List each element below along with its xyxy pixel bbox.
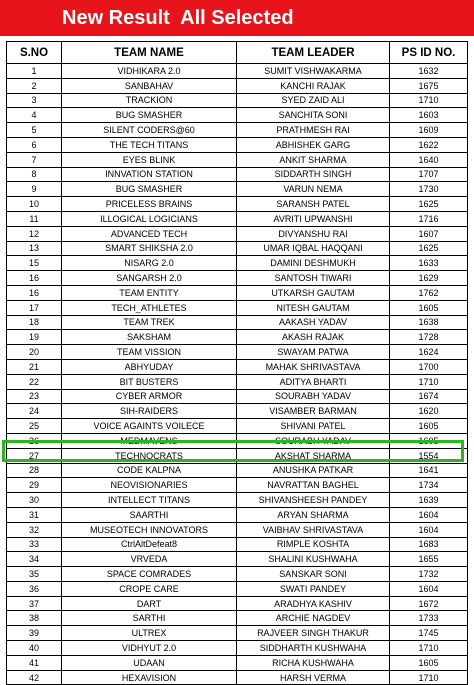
cell-team-leader: RAJVEER SINGH THAKUR bbox=[237, 626, 390, 641]
header-sno: S.NO bbox=[7, 42, 62, 64]
cell-sno: 3 bbox=[7, 93, 62, 108]
cell-team-name: TECH_ATHLETES bbox=[62, 300, 237, 315]
cell-team-leader: AAKASH YADAV bbox=[237, 315, 390, 330]
cell-sno: 38 bbox=[7, 611, 62, 626]
cell-team-leader: SHIVANI PATEL bbox=[237, 419, 390, 434]
table-row bbox=[7, 300, 468, 315]
table-row bbox=[7, 522, 468, 537]
cell-team-leader: NAVRATTAN BAGHEL bbox=[237, 478, 390, 493]
table-header-row bbox=[7, 42, 468, 64]
table-row bbox=[7, 611, 468, 626]
cell-team-name: TRACKION bbox=[62, 93, 237, 108]
cell-ps-id: 1607 bbox=[390, 226, 468, 241]
table-row bbox=[7, 626, 468, 641]
cell-sno: 39 bbox=[7, 626, 62, 641]
cell-ps-id: 1707 bbox=[390, 167, 468, 182]
cell-team-name: TEAM TREK bbox=[62, 315, 237, 330]
table-row bbox=[7, 478, 468, 493]
cell-team-leader: ABHISHEK GARG bbox=[237, 137, 390, 152]
cell-ps-id: 1710 bbox=[390, 374, 468, 389]
table-row bbox=[7, 419, 468, 434]
table-row bbox=[7, 211, 468, 226]
table-row bbox=[7, 345, 468, 360]
cell-team-leader: SANCHITA SONI bbox=[237, 108, 390, 123]
cell-ps-id: 1640 bbox=[390, 152, 468, 167]
cell-sno: 30 bbox=[7, 493, 62, 508]
cell-team-leader: SANSKAR SONI bbox=[237, 567, 390, 582]
table-row bbox=[7, 108, 468, 123]
table-row bbox=[7, 315, 468, 330]
cell-team-name: SIH-RAIDERS bbox=[62, 404, 237, 419]
cell-ps-id: 1604 bbox=[390, 507, 468, 522]
cell-sno: 40 bbox=[7, 641, 62, 656]
table-row bbox=[7, 567, 468, 582]
cell-sno: 2 bbox=[7, 78, 62, 93]
cell-ps-id: 1732 bbox=[390, 567, 468, 582]
page-title: New Result All Selected bbox=[0, 0, 474, 36]
cell-ps-id: 1730 bbox=[390, 182, 468, 197]
cell-team-name: CROPE CARE bbox=[62, 581, 237, 596]
cell-sno: 27 bbox=[7, 448, 62, 463]
cell-sno: 4 bbox=[7, 108, 62, 123]
table-row bbox=[7, 641, 468, 656]
cell-team-name: SPACE COMRADES bbox=[62, 567, 237, 582]
table-row bbox=[7, 581, 468, 596]
table-row bbox=[7, 537, 468, 552]
cell-team-name: TEAM VISSION bbox=[62, 345, 237, 360]
cell-ps-id: 1622 bbox=[390, 137, 468, 152]
table-row bbox=[7, 64, 468, 79]
cell-ps-id: 1605 bbox=[390, 300, 468, 315]
cell-team-name: TEAM ENTITY bbox=[62, 285, 237, 300]
cell-team-name: VIDHIKARA 2.0 bbox=[62, 64, 237, 79]
cell-sno: 24 bbox=[7, 404, 62, 419]
cell-sno: 21 bbox=[7, 359, 62, 374]
cell-team-name: ULTREX bbox=[62, 626, 237, 641]
cell-team-leader: AVRITI UPWANSHI bbox=[237, 211, 390, 226]
cell-team-name: VRVEDA bbox=[62, 552, 237, 567]
cell-team-leader: ARADHYA KASHIV bbox=[237, 596, 390, 611]
cell-ps-id: 1632 bbox=[390, 64, 468, 79]
cell-ps-id: 1728 bbox=[390, 330, 468, 345]
cell-sno: 1 bbox=[7, 64, 62, 79]
cell-team-leader: SHALINI KUSHWAHA bbox=[237, 552, 390, 567]
cell-team-name: VOICE AGAINTS VOILECE bbox=[62, 419, 237, 434]
cell-ps-id: 1700 bbox=[390, 359, 468, 374]
cell-sno: 20 bbox=[7, 345, 62, 360]
cell-ps-id: 1641 bbox=[390, 463, 468, 478]
cell-sno: 15 bbox=[7, 256, 62, 271]
table-row bbox=[7, 463, 468, 478]
results-table bbox=[6, 41, 468, 685]
cell-team-name: THE TECH TITANS bbox=[62, 137, 237, 152]
cell-team-name: INNVATION STATION bbox=[62, 167, 237, 182]
cell-sno: 42 bbox=[7, 670, 62, 685]
cell-sno: 5 bbox=[7, 123, 62, 138]
cell-team-name: MUSEOTECH INNOVATORS bbox=[62, 522, 237, 537]
cell-team-leader: DAMINI DESHMUKH bbox=[237, 256, 390, 271]
table-row bbox=[7, 152, 468, 167]
cell-team-leader: RIMPLE KOSHTA bbox=[237, 537, 390, 552]
cell-team-leader: DIVYANSHU RAI bbox=[237, 226, 390, 241]
cell-team-leader: AKSHAT SHARMA bbox=[237, 448, 390, 463]
table-row bbox=[7, 226, 468, 241]
table-row bbox=[7, 552, 468, 567]
cell-ps-id: 1639 bbox=[390, 493, 468, 508]
cell-team-leader: SWATI PANDEY bbox=[237, 581, 390, 596]
cell-team-name: VIDHYUT 2.0 bbox=[62, 641, 237, 656]
table-row bbox=[7, 448, 468, 463]
cell-sno: 28 bbox=[7, 463, 62, 478]
cell-sno: 7 bbox=[7, 152, 62, 167]
cell-team-leader: MAHAK SHRIVASTAVA bbox=[237, 359, 390, 374]
cell-ps-id: 1605 bbox=[390, 655, 468, 670]
cell-ps-id: 1554 bbox=[390, 448, 468, 463]
cell-team-leader: ANKIT SHARMA bbox=[237, 152, 390, 167]
cell-ps-id: 1683 bbox=[390, 537, 468, 552]
cell-team-name: CODE KALPNA bbox=[62, 463, 237, 478]
cell-ps-id: 1710 bbox=[390, 670, 468, 685]
cell-ps-id: 1603 bbox=[390, 108, 468, 123]
cell-sno: 35 bbox=[7, 567, 62, 582]
table-row bbox=[7, 182, 468, 197]
cell-team-leader: PRATHMESH RAI bbox=[237, 123, 390, 138]
cell-team-leader: UMAR IQBAL HAQQANI bbox=[237, 241, 390, 256]
cell-team-leader: KANCHI RAJAK bbox=[237, 78, 390, 93]
cell-sno: 37 bbox=[7, 596, 62, 611]
cell-ps-id: 1734 bbox=[390, 478, 468, 493]
cell-team-name: ABHYUDAY bbox=[62, 359, 237, 374]
cell-sno: 41 bbox=[7, 655, 62, 670]
cell-ps-id: 1710 bbox=[390, 93, 468, 108]
cell-team-name: SAKSHAM bbox=[62, 330, 237, 345]
table-row bbox=[7, 389, 468, 404]
cell-team-name: SILENT CODERS@60 bbox=[62, 123, 237, 138]
cell-sno: 25 bbox=[7, 419, 62, 434]
cell-team-name: SAARTHI bbox=[62, 507, 237, 522]
table-row bbox=[7, 330, 468, 345]
table-row bbox=[7, 374, 468, 389]
cell-team-leader: ARCHIE NAGDEV bbox=[237, 611, 390, 626]
cell-ps-id: 1609 bbox=[390, 123, 468, 138]
cell-sno: 6 bbox=[7, 137, 62, 152]
cell-team-name: DART bbox=[62, 596, 237, 611]
cell-sno: 34 bbox=[7, 552, 62, 567]
table-body bbox=[7, 64, 468, 685]
cell-ps-id: 1733 bbox=[390, 611, 468, 626]
table-row bbox=[7, 670, 468, 685]
cell-team-name: BUG SMASHER bbox=[62, 108, 237, 123]
cell-ps-id: 1672 bbox=[390, 596, 468, 611]
header-team-leader: TEAM LEADER bbox=[237, 42, 390, 64]
cell-team-leader: RICHA KUSHWAHA bbox=[237, 655, 390, 670]
cell-ps-id: 1716 bbox=[390, 211, 468, 226]
cell-sno: 33 bbox=[7, 537, 62, 552]
table-row bbox=[7, 493, 468, 508]
table-row bbox=[7, 123, 468, 138]
cell-sno: 32 bbox=[7, 522, 62, 537]
cell-team-leader: SIDDHARTH KUSHWAHA bbox=[237, 641, 390, 656]
cell-team-leader: NITESH GAUTAM bbox=[237, 300, 390, 315]
cell-ps-id: 1745 bbox=[390, 626, 468, 641]
table-row bbox=[7, 433, 468, 448]
table-row bbox=[7, 285, 468, 300]
cell-sno: 23 bbox=[7, 389, 62, 404]
cell-sno: 8 bbox=[7, 167, 62, 182]
cell-sno: 29 bbox=[7, 478, 62, 493]
table-row bbox=[7, 78, 468, 93]
cell-team-name: HEXAVISION bbox=[62, 670, 237, 685]
table-row bbox=[7, 596, 468, 611]
cell-sno: 26 bbox=[7, 433, 62, 448]
cell-ps-id: 1625 bbox=[390, 241, 468, 256]
cell-ps-id: 1624 bbox=[390, 345, 468, 360]
cell-ps-id: 1605 bbox=[390, 419, 468, 434]
cell-ps-id: 1675 bbox=[390, 78, 468, 93]
table-row bbox=[7, 655, 468, 670]
cell-team-name: ILLOGICAL LOGICIANS bbox=[62, 211, 237, 226]
cell-team-leader: SYED ZAID ALI bbox=[237, 93, 390, 108]
cell-ps-id: 1710 bbox=[390, 641, 468, 656]
cell-team-name: MEDMAVENS bbox=[62, 433, 237, 448]
cell-sno: 19 bbox=[7, 330, 62, 345]
cell-sno: 13 bbox=[7, 241, 62, 256]
table-row bbox=[7, 256, 468, 271]
cell-team-leader: SIDDARTH SINGH bbox=[237, 167, 390, 182]
cell-ps-id: 1638 bbox=[390, 315, 468, 330]
cell-ps-id: 1620 bbox=[390, 404, 468, 419]
cell-sno: 12 bbox=[7, 226, 62, 241]
cell-sno: 11 bbox=[7, 211, 62, 226]
table-row bbox=[7, 167, 468, 182]
cell-team-leader: SANTOSH TIWARI bbox=[237, 271, 390, 286]
cell-team-leader: SHIVANSHEESH PANDEY bbox=[237, 493, 390, 508]
cell-team-name: UDAAN bbox=[62, 655, 237, 670]
cell-ps-id: 1604 bbox=[390, 522, 468, 537]
cell-team-name: NISARG 2.0 bbox=[62, 256, 237, 271]
cell-team-leader: SARANSH PATEL bbox=[237, 197, 390, 212]
cell-team-name: BUG SMASHER bbox=[62, 182, 237, 197]
cell-team-leader: ANUSHKA PATKAR bbox=[237, 463, 390, 478]
cell-team-name: CtrlAltDefeat8 bbox=[62, 537, 237, 552]
table-row bbox=[7, 404, 468, 419]
cell-ps-id: 1629 bbox=[390, 271, 468, 286]
cell-sno: 10 bbox=[7, 197, 62, 212]
cell-sno: 16 bbox=[7, 271, 62, 286]
cell-team-leader: SOURABH YADAV bbox=[237, 389, 390, 404]
cell-team-leader: SUMIT VISHWAKARMA bbox=[237, 64, 390, 79]
cell-team-leader: HARSH VERMA bbox=[237, 670, 390, 685]
cell-sno: 9 bbox=[7, 182, 62, 197]
cell-ps-id: 1604 bbox=[390, 581, 468, 596]
cell-sno: 22 bbox=[7, 374, 62, 389]
cell-sno: 31 bbox=[7, 507, 62, 522]
cell-team-name: NEOVISIONARIES bbox=[62, 478, 237, 493]
cell-sno: 17 bbox=[7, 300, 62, 315]
cell-team-name: TECHNOCRATS bbox=[62, 448, 237, 463]
cell-team-leader: ADITYA BHARTI bbox=[237, 374, 390, 389]
cell-ps-id: 1674 bbox=[390, 389, 468, 404]
cell-team-leader: VISAMBER BARMAN bbox=[237, 404, 390, 419]
table-row bbox=[7, 271, 468, 286]
cell-team-name: SANBAHAV bbox=[62, 78, 237, 93]
cell-ps-id: 1655 bbox=[390, 552, 468, 567]
cell-team-name: SMART SHIKSHA 2.0 bbox=[62, 241, 237, 256]
cell-sno: 18 bbox=[7, 315, 62, 330]
cell-team-name: EYES BLINK bbox=[62, 152, 237, 167]
cell-team-leader: SOURABH YADAV bbox=[237, 433, 390, 448]
table-row bbox=[7, 507, 468, 522]
cell-ps-id: 1762 bbox=[390, 285, 468, 300]
cell-team-name: SANGARSH 2.0 bbox=[62, 271, 237, 286]
table-row bbox=[7, 359, 468, 374]
header-team-name: TEAM NAME bbox=[62, 42, 237, 64]
table-row bbox=[7, 241, 468, 256]
cell-ps-id: 1625 bbox=[390, 197, 468, 212]
cell-team-name: CYBER ARMOR bbox=[62, 389, 237, 404]
table-row bbox=[7, 197, 468, 212]
cell-sno: 16 bbox=[7, 285, 62, 300]
cell-team-name: PRICELESS BRAINS bbox=[62, 197, 237, 212]
cell-team-leader: AKASH RAJAK bbox=[237, 330, 390, 345]
table-row bbox=[7, 93, 468, 108]
cell-team-leader: VAIBHAV SHRIVASTAVA bbox=[237, 522, 390, 537]
cell-ps-id: 1633 bbox=[390, 256, 468, 271]
table-row bbox=[7, 137, 468, 152]
cell-team-leader: SWAYAM PATWA bbox=[237, 345, 390, 360]
header-ps-id: PS ID NO. bbox=[390, 42, 468, 64]
cell-team-leader: UTKARSH GAUTAM bbox=[237, 285, 390, 300]
cell-team-name: BIT BUSTERS bbox=[62, 374, 237, 389]
cell-team-leader: VARUN NEMA bbox=[237, 182, 390, 197]
cell-team-name: SARTHI bbox=[62, 611, 237, 626]
cell-sno: 36 bbox=[7, 581, 62, 596]
cell-ps-id: 1605 bbox=[390, 433, 468, 448]
cell-team-leader: ARYAN SHARMA bbox=[237, 507, 390, 522]
cell-team-name: ADVANCED TECH bbox=[62, 226, 237, 241]
cell-team-name: INTELLECT TITANS bbox=[62, 493, 237, 508]
